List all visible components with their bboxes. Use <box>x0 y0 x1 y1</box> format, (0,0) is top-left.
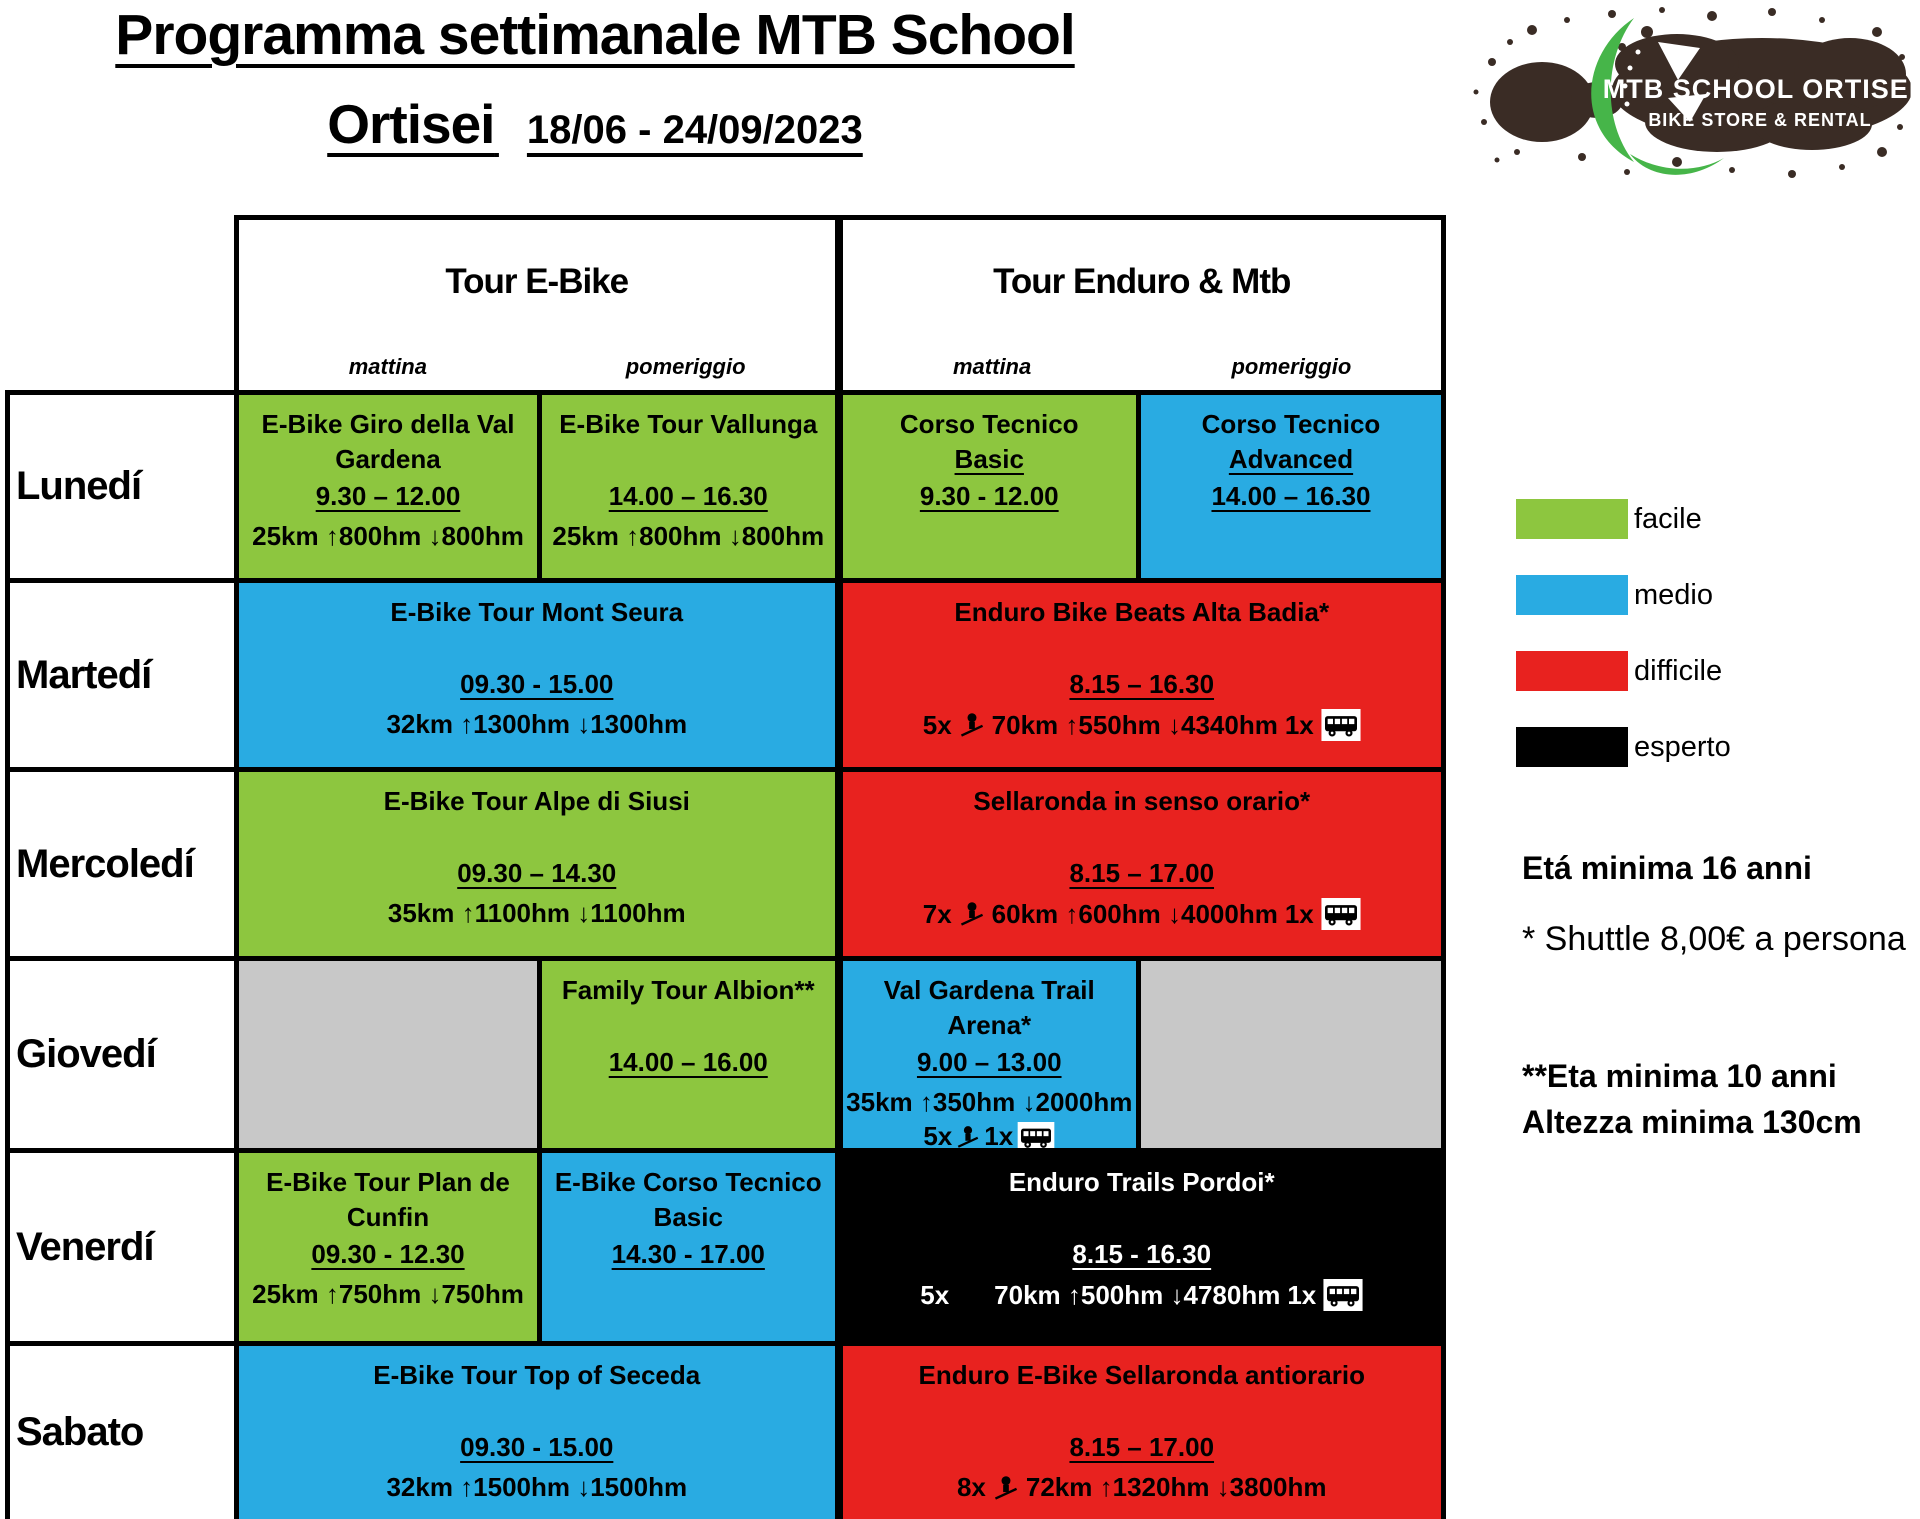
chairlift-icon <box>959 712 985 738</box>
sub-header-pomeriggio: pomeriggio <box>1231 354 1352 379</box>
schedule-cell <box>839 581 1444 770</box>
day-cell-martedi <box>8 581 237 770</box>
cell-time: 9.30 – 12.00 <box>315 481 461 511</box>
lift-count: 5x <box>922 709 952 740</box>
cell-stats: 25km ↑800hm ↓800hm <box>252 521 524 551</box>
schedule-cell <box>540 1151 839 1344</box>
logo-text-line1: MTB SCHOOL ORTISEI <box>1602 74 1918 104</box>
group-title-ebike: Tour E-Bike <box>445 262 629 301</box>
bus-count: 1x <box>1287 1279 1317 1310</box>
sub-headers-enduro <box>843 354 1442 380</box>
legend-label: difficile <box>1634 654 1723 687</box>
bus-count: 1x <box>1284 898 1314 929</box>
cell-time: 8.15 – 16.30 <box>1069 669 1215 699</box>
bus-count: 1x <box>1284 709 1314 740</box>
cell-subtitle: Advanced <box>1228 444 1354 474</box>
cell-stats: 35km ↑350hm ↓2000hm <box>846 1087 1133 1117</box>
mtb-school-logo <box>1462 2 1918 190</box>
sub-header-mattina: mattina <box>953 354 1032 379</box>
title-ortisei: Ortisei <box>327 93 495 155</box>
legend-swatch-esperto <box>1516 727 1628 767</box>
schedule-cell <box>540 393 839 581</box>
schedule-cell <box>237 770 839 959</box>
cell-time: 9.00 – 13.00 <box>916 1047 1062 1077</box>
legend-swatch-facile <box>1516 499 1628 539</box>
day-label: Martedí <box>16 652 152 697</box>
cell-stats: 32km ↑1500hm ↓1500hm <box>386 1472 688 1502</box>
page-title <box>70 2 1120 156</box>
title-line2 <box>70 92 1120 156</box>
sub-header-pomeriggio: pomeriggio <box>625 354 746 379</box>
cell-stats-text: 70km ↑550hm ↓4340hm <box>991 709 1278 740</box>
cell-time: 14.00 – 16.30 <box>1211 481 1371 511</box>
legend-label: facile <box>1634 502 1702 535</box>
cell-time: 09.30 - 12.30 <box>311 1239 465 1269</box>
bus-count: 1x <box>984 1121 1014 1151</box>
day-cell-sabato <box>8 1344 237 1519</box>
note-min-age-10: **Eta minima 10 anni <box>1522 1058 1837 1094</box>
title-date-range: 18/06 - 24/09/2023 <box>526 108 863 152</box>
cell-transport-line <box>843 1121 1137 1151</box>
group-header-ebike <box>237 218 839 393</box>
cell-title: Corso Tecnico <box>1201 409 1381 439</box>
cell-title: Val Gardena Trail Arena* <box>883 975 1095 1040</box>
empty-cell <box>237 959 540 1151</box>
lift-count: 5x <box>920 1279 950 1310</box>
cell-time: 14.00 – 16.00 <box>608 1047 768 1077</box>
cell-time: 09.30 - 15.00 <box>460 1432 614 1462</box>
logo-text-line2: BIKE STORE & RENTAL <box>1648 110 1872 130</box>
shuttle-bus-icon <box>1321 709 1361 741</box>
schedule-cell <box>237 1344 839 1519</box>
note-min-age-16: Etá minima 16 anni <box>1522 850 1812 886</box>
schedule-cell <box>540 959 839 1151</box>
schedule-cell <box>237 581 839 770</box>
chairlift-icon <box>956 1125 980 1149</box>
legend-item-difficile <box>1516 651 1731 691</box>
cell-title: Enduro E-Bike Sellaronda antiorario <box>918 1360 1365 1390</box>
cell-stats <box>843 1472 1442 1503</box>
legend-label: esperto <box>1634 730 1731 763</box>
cell-time: 09.30 - 15.00 <box>460 669 614 699</box>
cell-title: Enduro Bike Beats Alta Badia* <box>954 597 1330 627</box>
group-header-enduro <box>839 218 1444 393</box>
cell-stats: 25km ↑750hm ↓750hm <box>252 1279 524 1309</box>
cell-time: 8.15 - 16.30 <box>1072 1239 1212 1269</box>
day-label: Lunedí <box>16 464 142 508</box>
cell-title: E-Bike Tour Plan de Cunfin <box>266 1167 510 1232</box>
note-shuttle-price: * Shuttle 8,00€ a persona <box>1522 920 1906 958</box>
difficulty-legend <box>1516 499 1731 803</box>
shuttle-bus-icon <box>1323 1279 1363 1311</box>
empty-cell <box>1139 959 1444 1151</box>
shuttle-bus-icon <box>1017 1122 1055 1151</box>
schedule-cell <box>237 393 540 581</box>
weekly-schedule-table <box>5 215 1446 1519</box>
cell-title: Family Tour Albion** <box>561 975 815 1005</box>
cell-time: 14.30 - 17.00 <box>611 1239 765 1269</box>
cell-title: Sellaronda in senso orario* <box>973 786 1311 816</box>
cell-time: 09.30 – 14.30 <box>457 858 617 888</box>
cell-time: 8.15 – 17.00 <box>1069 858 1215 888</box>
cell-stats <box>843 1279 1442 1311</box>
chairlift-icon <box>959 901 985 927</box>
cell-title: E-Bike Tour Vallunga <box>559 409 818 439</box>
cell-time: 14.00 – 16.30 <box>608 481 768 511</box>
cell-stats-text: 70km ↑500hm ↓4780hm <box>994 1279 1281 1310</box>
schedule-cell <box>237 1151 540 1344</box>
note-min-height: Altezza minima 130cm <box>1522 1104 1862 1140</box>
lift-count: 5x <box>923 1121 953 1151</box>
day-label: Sabato <box>16 1410 144 1454</box>
day-cell-mercoledi <box>8 770 237 959</box>
sub-headers-ebike <box>239 354 835 380</box>
schedule-cell <box>839 1344 1444 1519</box>
legend-item-esperto <box>1516 727 1731 767</box>
title-line1: Programma settimanale MTB School <box>115 3 1075 67</box>
schedule-cell <box>839 770 1444 959</box>
cell-stats: 25km ↑800hm ↓800hm <box>552 521 825 551</box>
day-label: Venerdí <box>16 1224 154 1269</box>
cell-time: 8.15 – 17.00 <box>1069 1432 1215 1462</box>
shuttle-bus-icon <box>1321 898 1361 930</box>
cell-stats-text: 60km ↑600hm ↓4000hm <box>991 898 1278 929</box>
cell-stats: 32km ↑1300hm ↓1300hm <box>386 709 688 739</box>
schedule-cell <box>839 1151 1444 1344</box>
cell-stats: 35km ↑1100hm ↓1100hm <box>387 898 686 928</box>
day-cell-venerdi <box>8 1151 237 1344</box>
day-cell-lunedi <box>8 393 237 581</box>
cell-title: E-Bike Giro della Val Gardena <box>261 409 515 474</box>
cell-title: E-Bike Tour Alpe di Siusi <box>383 786 690 816</box>
schedule-cell <box>839 959 1139 1151</box>
legend-item-facile <box>1516 499 1731 539</box>
lift-count: 7x <box>922 898 952 929</box>
cell-stats <box>843 898 1442 930</box>
header-spacer <box>8 218 237 393</box>
cell-subtitle: Basic <box>954 444 1024 474</box>
legend-item-medio <box>1516 575 1731 615</box>
legend-label: medio <box>1634 578 1713 611</box>
cell-stats-text: 72km ↑1320hm ↓3800hm <box>1025 1472 1327 1502</box>
cell-title: Corso Tecnico <box>899 409 1079 439</box>
schedule-cell <box>1139 393 1444 581</box>
day-cell-giovedi <box>8 959 237 1151</box>
cell-stats <box>843 709 1442 741</box>
day-label: Mercoledí <box>16 841 194 886</box>
cell-title: E-Bike Corso Tecnico Basic <box>554 1167 822 1232</box>
group-title-enduro: Tour Enduro & Mtb <box>993 262 1291 301</box>
cell-title: Enduro Trails Pordoi* <box>1008 1167 1275 1197</box>
legend-swatch-difficile <box>1516 651 1628 691</box>
chairlift-icon <box>993 1475 1019 1501</box>
legend-swatch-medio <box>1516 575 1628 615</box>
day-label: Giovedí <box>16 1032 156 1076</box>
cell-title: E-Bike Tour Top of Seceda <box>373 1360 701 1390</box>
sub-header-mattina: mattina <box>348 354 427 379</box>
lift-count: 8x <box>956 1472 986 1502</box>
schedule-cell <box>839 393 1139 581</box>
cell-time: 9.30 - 12.00 <box>919 481 1059 511</box>
cell-title: E-Bike Tour Mont Seura <box>390 597 684 627</box>
